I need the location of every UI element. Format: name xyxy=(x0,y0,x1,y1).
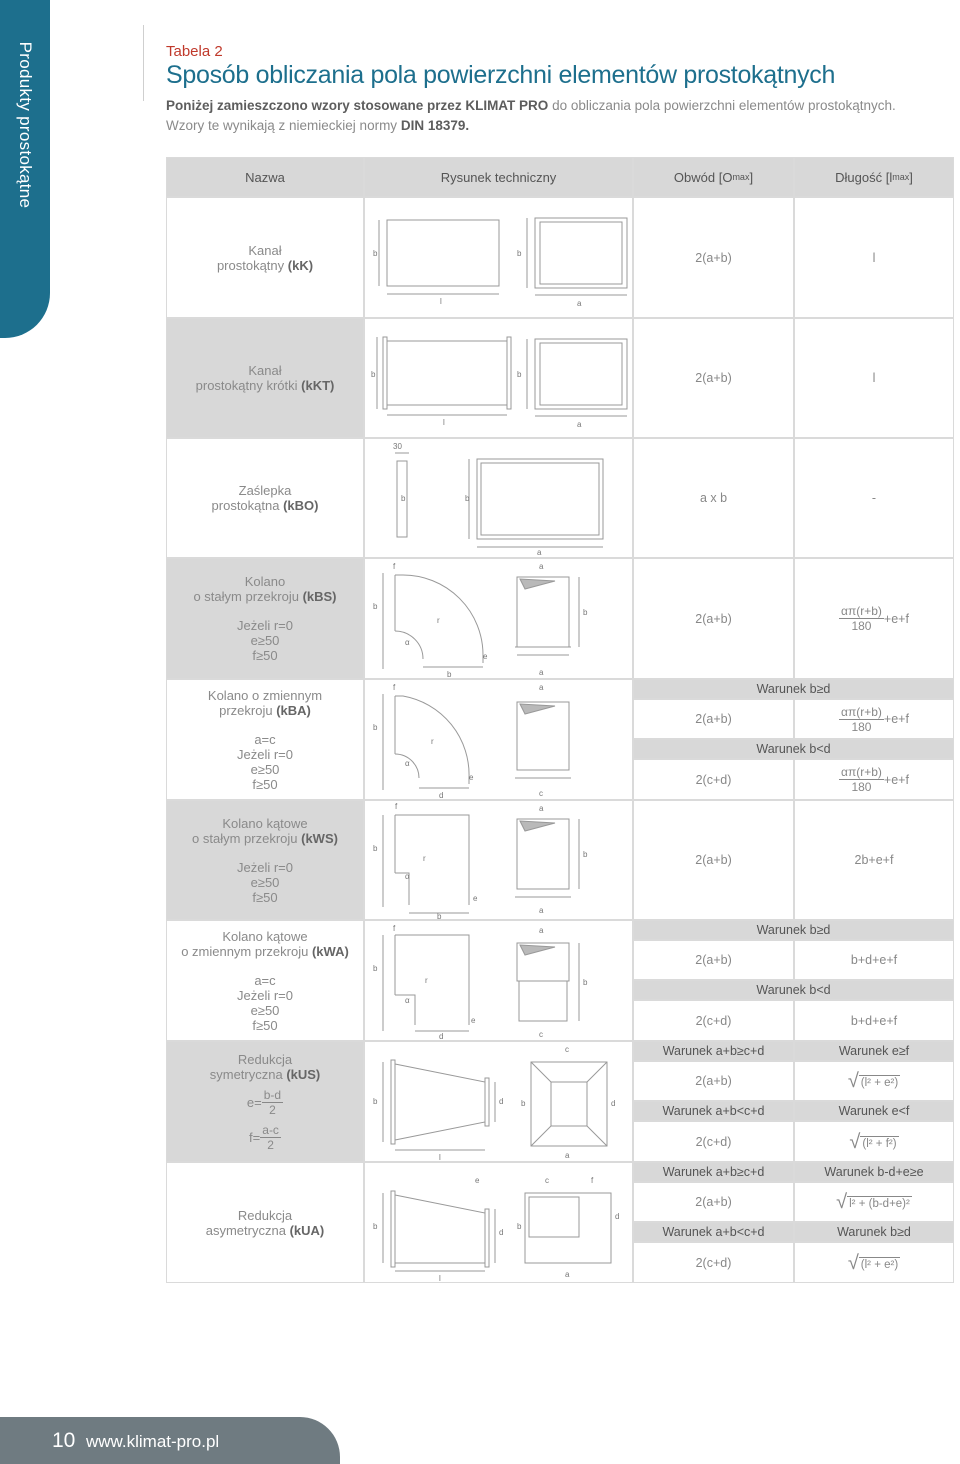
svg-text:b: b xyxy=(465,494,470,503)
svg-text:e: e xyxy=(473,894,478,903)
intro-norm: DIN 18379. xyxy=(400,118,470,133)
perimeter-kua-2: 2(c+d) xyxy=(633,1242,794,1283)
length-kwa-1: b+d+e+f xyxy=(794,940,954,980)
svg-text:b: b xyxy=(373,249,378,258)
length-kba-1: $\frac{\alpha\pi(r+b)}{180}$ +e+f xyxy=(794,699,954,739)
length-kbs: $\frac{\alpha\pi(r+b)}{180}$ +e+f xyxy=(794,558,954,679)
drawing-kba xyxy=(364,679,633,800)
perimeter-kk: 2(a+b) xyxy=(633,197,794,318)
svg-text:r: r xyxy=(437,616,440,625)
svg-text:c: c xyxy=(539,789,543,798)
length-kua-2: √ (l² + e²) xyxy=(794,1242,954,1283)
svg-text:d: d xyxy=(499,1228,504,1237)
perimeter-kba-1: 2(a+b) xyxy=(633,699,794,739)
condition-kus-len-2: Warunek e<f xyxy=(794,1101,954,1121)
condition-kus-per-1: Warunek a+b≥c+d xyxy=(633,1041,794,1061)
page-title: Sposób obliczania pola powierzchni elementów prostokątnych xyxy=(166,61,836,89)
svg-text:b: b xyxy=(583,978,588,987)
svg-text:α: α xyxy=(405,759,410,768)
row-name-kws: Kolano kątowe o stałym przekroju (kWS) Jeżeli r=0 e≥50 f≥50 xyxy=(166,800,364,920)
svg-text:b: b xyxy=(401,494,406,503)
svg-text:e: e xyxy=(483,652,488,661)
perimeter-kba-2: 2(c+d) xyxy=(633,759,794,800)
condition-kua-per-2: Warunek a+b<c+d xyxy=(633,1222,794,1242)
svg-text:l: l xyxy=(443,418,445,427)
length-kba-2: $\frac{\alpha\pi(r+b)}{180}$ +e+f xyxy=(794,759,954,800)
row-name-kus: Redukcja symetryczna (kUS) e= $\frac{b-d}{2}$ f= $\frac{a-c}{2}$ xyxy=(166,1041,364,1162)
svg-text:f: f xyxy=(393,924,396,933)
condition-kwa-2: Warunek b<d xyxy=(633,980,954,1000)
symmetric-reducer-drawing xyxy=(365,1042,634,1163)
svg-text:e: e xyxy=(475,1176,480,1185)
svg-text:b: b xyxy=(373,844,378,853)
intro-rest: do obliczania pola powierzchni elementów prostokątnych. xyxy=(548,98,896,113)
svg-text:b: b xyxy=(521,1099,526,1108)
col-header-name: Nazwa xyxy=(166,157,364,197)
intro-text xyxy=(166,96,946,136)
svg-text:a: a xyxy=(539,804,544,813)
drawing-kbs xyxy=(364,558,633,679)
svg-text:b: b xyxy=(517,370,522,379)
svg-text:α: α xyxy=(405,872,410,881)
svg-text:c: c xyxy=(565,1045,569,1054)
condition-kua-per-1: Warunek a+b≥c+d xyxy=(633,1162,794,1182)
page-number: 10 xyxy=(52,1429,76,1452)
duct-drawing xyxy=(365,198,634,319)
svg-text:d: d xyxy=(439,791,444,800)
svg-text:a: a xyxy=(537,548,542,557)
svg-text:d: d xyxy=(439,1032,444,1041)
perimeter-kus-1: 2(a+b) xyxy=(633,1061,794,1101)
condition-kus-len-1: Warunek e≥f xyxy=(794,1041,954,1061)
svg-text:c: c xyxy=(539,1030,543,1039)
end-cap-drawing xyxy=(365,439,634,559)
asymmetric-reducer-drawing xyxy=(365,1163,634,1284)
svg-text:b: b xyxy=(373,964,378,973)
section-tab-label: Produkty prostokątne xyxy=(16,41,35,209)
svg-text:d: d xyxy=(615,1212,620,1221)
length-kbo: - xyxy=(794,438,954,558)
svg-text:r: r xyxy=(431,737,434,746)
svg-text:b: b xyxy=(437,912,442,921)
svg-text:a: a xyxy=(565,1151,570,1160)
svg-text:d: d xyxy=(499,1097,504,1106)
svg-text:l: l xyxy=(440,297,442,306)
svg-text:b: b xyxy=(517,249,522,258)
perimeter-kkt: 2(a+b) xyxy=(633,318,794,438)
row-name-kua: Redukcja asymetryczna (kUA) xyxy=(166,1162,364,1283)
perimeter-kws: 2(a+b) xyxy=(633,800,794,920)
row-name-kwa: Kolano kątowe o zmiennym przekroju (kWA) a=c Jeżeli r=0 e≥50 f≥50 xyxy=(166,920,364,1041)
drawing-kkt xyxy=(364,318,633,438)
perimeter-kua-1: 2(a+b) xyxy=(633,1182,794,1222)
row-name-kk: Kanał prostokątny (kK) xyxy=(166,197,364,318)
col-header-length: Długość [l max ] xyxy=(794,157,954,197)
intro-lead: Poniżej zamieszczono wzory stosowane przez KLIMAT PRO xyxy=(166,98,549,113)
intro-line2: Wzory te wynikają z niemieckiej normy xyxy=(166,118,401,133)
svg-text:e: e xyxy=(469,773,474,782)
condition-kwa-1: Warunek b≥d xyxy=(633,920,954,940)
svg-text:e: e xyxy=(471,1016,476,1025)
length-kws: 2b+e+f xyxy=(794,800,954,920)
row-name-kkt: Kanał prostokątny krótki (kKT) xyxy=(166,318,364,438)
svg-text:a: a xyxy=(539,683,544,692)
svg-text:f: f xyxy=(393,683,396,692)
condition-kba-1: Warunek b≥d xyxy=(633,679,954,699)
table-label: Tabela 2 xyxy=(166,43,223,60)
drawing-kwa xyxy=(364,920,633,1041)
perimeter-kbo: a x b xyxy=(633,438,794,558)
svg-text:α: α xyxy=(405,996,410,1005)
svg-text:c: c xyxy=(545,1176,549,1185)
svg-text:a: a xyxy=(539,906,544,915)
length-kus-1: √ (l² + e²) xyxy=(794,1061,954,1101)
row-name-kba: Kolano o zmiennym przekroju (kBA) a=c Jeżeli r=0 e≥50 f≥50 xyxy=(166,679,364,800)
svg-text:a: a xyxy=(577,420,582,429)
drawing-kws xyxy=(364,800,633,920)
drawing-kbo xyxy=(364,438,633,558)
drawing-kua xyxy=(364,1162,633,1283)
length-kk: l xyxy=(794,197,954,318)
col-header-perimeter: Obwód [O max ] xyxy=(633,157,794,197)
svg-text:b: b xyxy=(373,1097,378,1106)
short-duct-drawing xyxy=(365,319,634,439)
svg-text:a: a xyxy=(565,1270,570,1279)
svg-text:b: b xyxy=(583,850,588,859)
reducing-elbow-drawing xyxy=(365,680,634,801)
section-tab xyxy=(0,0,50,338)
drawing-kk xyxy=(364,197,633,318)
length-kkt: l xyxy=(794,318,954,438)
perimeter-kwa-1: 2(a+b) xyxy=(633,940,794,980)
svg-text:a: a xyxy=(539,668,544,677)
row-name-kbs: Kolano o stałym przekroju (kBS) Jeżeli r=0 e≥50 f≥50 xyxy=(166,558,364,679)
svg-text:r: r xyxy=(423,854,426,863)
svg-text:b: b xyxy=(373,1222,378,1231)
formula-table xyxy=(166,157,954,1283)
svg-text:b: b xyxy=(583,608,588,617)
svg-text:r: r xyxy=(425,976,428,985)
drawing-kus xyxy=(364,1041,633,1162)
svg-text:b: b xyxy=(373,723,378,732)
svg-text:a: a xyxy=(577,299,582,308)
divider xyxy=(143,25,144,101)
perimeter-kwa-2: 2(c+d) xyxy=(633,1000,794,1041)
svg-text:b: b xyxy=(447,670,452,679)
svg-text:f: f xyxy=(395,802,398,811)
condition-kua-len-1: Warunek b-d+e≥e xyxy=(794,1162,954,1182)
col-header-drawing: Rysunek techniczny xyxy=(364,157,633,197)
reducing-square-elbow-drawing xyxy=(365,921,634,1042)
length-kus-2: √ (l² + f²) xyxy=(794,1121,954,1162)
svg-text:b: b xyxy=(371,370,376,379)
svg-text:f: f xyxy=(393,562,396,571)
svg-text:α: α xyxy=(405,638,410,647)
perimeter-kus-2: 2(c+d) xyxy=(633,1121,794,1162)
condition-kus-per-2: Warunek a+b<c+d xyxy=(633,1101,794,1121)
svg-text:l: l xyxy=(439,1274,441,1283)
svg-text:b: b xyxy=(373,602,378,611)
svg-text:30: 30 xyxy=(393,442,402,451)
row-name-kbo: Zaślepka prostokątna (kBO) xyxy=(166,438,364,558)
website-link[interactable]: www.klimat-pro.pl xyxy=(86,1432,220,1451)
length-kwa-2: b+d+e+f xyxy=(794,1000,954,1041)
svg-text:d: d xyxy=(611,1099,616,1108)
svg-text:l: l xyxy=(439,1153,441,1162)
elbow-drawing xyxy=(365,559,634,680)
svg-text:f: f xyxy=(591,1176,594,1185)
perimeter-kbs: 2(a+b) xyxy=(633,558,794,679)
svg-text:a: a xyxy=(539,926,544,935)
length-kua-1: √ l² + (b-d+e)² xyxy=(794,1182,954,1222)
condition-kua-len-2: Warunek b≥d xyxy=(794,1222,954,1242)
svg-text:a: a xyxy=(539,562,544,571)
svg-text:b: b xyxy=(517,1222,522,1231)
condition-kba-2: Warunek b<d xyxy=(633,739,954,759)
square-elbow-drawing xyxy=(365,801,634,921)
